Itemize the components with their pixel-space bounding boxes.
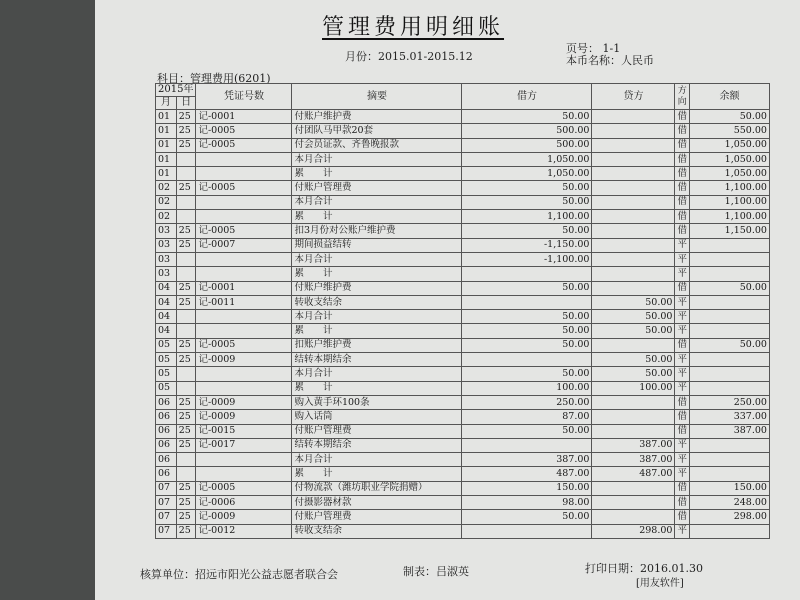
credit-cell: 100.00 [592, 381, 675, 395]
summary-cell: 购入话筒 [292, 410, 462, 424]
credit-cell: 387.00 [592, 453, 675, 467]
month-header: 月 [156, 97, 177, 110]
debit-cell: -1,100.00 [462, 252, 592, 266]
credit-cell [592, 338, 675, 352]
month-cell: 04 [156, 310, 177, 324]
table-row [156, 381, 770, 395]
direction-cell: 平 [675, 381, 690, 395]
credit-cell: 50.00 [592, 324, 675, 338]
month-cell: 02 [156, 181, 177, 195]
table-row [156, 167, 770, 181]
credit-cell: 487.00 [592, 467, 675, 481]
balance-cell [689, 310, 769, 324]
day-cell: 25 [176, 181, 196, 195]
table-row [156, 324, 770, 338]
table-row [156, 124, 770, 138]
credit-cell [592, 210, 675, 224]
month-cell: 02 [156, 195, 177, 209]
debit-cell: 150.00 [462, 481, 592, 495]
table-row [156, 110, 770, 124]
balance-cell [689, 453, 769, 467]
month-cell: 06 [156, 424, 177, 438]
credit-cell [592, 238, 675, 252]
summary-cell: 结转本期结余 [292, 438, 462, 452]
debit-cell: 487.00 [462, 467, 592, 481]
day-cell [176, 324, 196, 338]
balance-cell [689, 381, 769, 395]
summary-cell: 转收支结余 [292, 295, 462, 309]
month-cell: 06 [156, 453, 177, 467]
direction-cell: 借 [675, 152, 690, 166]
day-cell: 25 [176, 338, 196, 352]
summary-cell: 付物流款（潍坊职业学院捐赠） [292, 481, 462, 495]
balance-cell: 1,100.00 [689, 181, 769, 195]
month-cell: 06 [156, 438, 177, 452]
credit-cell [592, 496, 675, 510]
credit-cell [592, 424, 675, 438]
day-cell: 25 [176, 410, 196, 424]
voucher-cell: 记-0017 [196, 438, 292, 452]
accounting-unit: 核算单位：招远市阳光公益志愿者联合会 [140, 568, 338, 581]
voucher-cell: 记-0005 [196, 481, 292, 495]
debit-cell: 50.00 [462, 324, 592, 338]
debit-cell [462, 295, 592, 309]
direction-cell: 平 [675, 524, 690, 538]
credit-cell [592, 281, 675, 295]
voucher-cell: 记-0006 [196, 496, 292, 510]
table-row [156, 138, 770, 152]
direction-cell: 借 [675, 181, 690, 195]
ledger-table [155, 83, 770, 539]
voucher-cell: 记-0005 [196, 138, 292, 152]
balance-cell: 50.00 [689, 281, 769, 295]
credit-cell [592, 224, 675, 238]
balance-cell [689, 238, 769, 252]
credit-cell: 50.00 [592, 353, 675, 367]
day-cell: 25 [176, 438, 196, 452]
voucher-cell [196, 152, 292, 166]
summary-cell: 结转本期结余 [292, 353, 462, 367]
day-cell: 25 [176, 281, 196, 295]
summary-cell: 付会员证款、齐鲁晚报款 [292, 138, 462, 152]
debit-cell: 50.00 [462, 424, 592, 438]
day-cell [176, 252, 196, 266]
debit-cell: 250.00 [462, 395, 592, 409]
summary-cell: 本月合计 [292, 195, 462, 209]
debit-cell: 50.00 [462, 224, 592, 238]
balance-header: 余额 [689, 84, 769, 110]
debit-cell: 500.00 [462, 124, 592, 138]
month-cell: 01 [156, 110, 177, 124]
credit-cell [592, 152, 675, 166]
summary-cell: 累 计 [292, 210, 462, 224]
summary-cell: 转收支结余 [292, 524, 462, 538]
summary-cell: 本月合计 [292, 252, 462, 266]
direction-cell: 平 [675, 252, 690, 266]
debit-cell: 1,100.00 [462, 210, 592, 224]
debit-cell: 87.00 [462, 410, 592, 424]
table-row [156, 252, 770, 266]
debit-cell [462, 438, 592, 452]
credit-cell [592, 252, 675, 266]
table-row [156, 310, 770, 324]
month-cell: 05 [156, 353, 177, 367]
month-cell: 07 [156, 496, 177, 510]
balance-cell: 337.00 [689, 410, 769, 424]
credit-cell [592, 395, 675, 409]
debit-cell: 50.00 [462, 510, 592, 524]
day-cell: 25 [176, 510, 196, 524]
balance-cell [689, 524, 769, 538]
direction-cell: 借 [675, 224, 690, 238]
voucher-cell [196, 324, 292, 338]
balance-cell: 387.00 [689, 424, 769, 438]
direction-header: 方向 [675, 84, 690, 110]
voucher-cell: 记-0001 [196, 281, 292, 295]
debit-cell: 500.00 [462, 138, 592, 152]
voucher-cell [196, 267, 292, 281]
table-row [156, 295, 770, 309]
credit-cell: 50.00 [592, 295, 675, 309]
debit-cell: 50.00 [462, 338, 592, 352]
direction-cell: 平 [675, 310, 690, 324]
balance-cell: 248.00 [689, 496, 769, 510]
table-row [156, 496, 770, 510]
voucher-cell: 记-0009 [196, 353, 292, 367]
month-cell: 02 [156, 210, 177, 224]
credit-cell [592, 267, 675, 281]
summary-cell: 累 计 [292, 381, 462, 395]
table-row [156, 224, 770, 238]
day-cell [176, 152, 196, 166]
voucher-cell: 记-0009 [196, 395, 292, 409]
month-cell: 01 [156, 124, 177, 138]
day-cell [176, 267, 196, 281]
day-header: 日 [176, 97, 196, 110]
voucher-cell: 记-0005 [196, 224, 292, 238]
voucher-cell: 记-0005 [196, 338, 292, 352]
direction-cell: 平 [675, 353, 690, 367]
direction-cell: 平 [675, 324, 690, 338]
summary-cell: 付账户管理费 [292, 181, 462, 195]
balance-cell: 550.00 [689, 124, 769, 138]
balance-cell [689, 295, 769, 309]
balance-cell [689, 438, 769, 452]
credit-cell [592, 167, 675, 181]
credit-cell: 50.00 [592, 310, 675, 324]
direction-cell: 借 [675, 167, 690, 181]
voucher-cell: 记-0005 [196, 124, 292, 138]
day-cell [176, 381, 196, 395]
summary-cell: 本月合计 [292, 453, 462, 467]
day-cell: 25 [176, 424, 196, 438]
voucher-cell [196, 367, 292, 381]
credit-cell [592, 181, 675, 195]
debit-cell: 50.00 [462, 310, 592, 324]
credit-cell [592, 138, 675, 152]
summary-cell: 累 计 [292, 267, 462, 281]
debit-cell [462, 524, 592, 538]
direction-cell: 平 [675, 453, 690, 467]
direction-cell: 借 [675, 281, 690, 295]
balance-cell: 250.00 [689, 395, 769, 409]
print-date: 打印日期：2016.01.30 [585, 562, 703, 575]
direction-cell: 借 [675, 395, 690, 409]
day-cell: 25 [176, 124, 196, 138]
voucher-cell [196, 453, 292, 467]
day-cell: 25 [176, 295, 196, 309]
debit-header: 借方 [462, 84, 592, 110]
voucher-cell: 记-0005 [196, 181, 292, 195]
direction-cell: 平 [675, 367, 690, 381]
balance-cell [689, 353, 769, 367]
direction-cell: 平 [675, 295, 690, 309]
day-cell: 25 [176, 524, 196, 538]
summary-cell: 本月合计 [292, 152, 462, 166]
debit-cell [462, 353, 592, 367]
month-cell: 05 [156, 381, 177, 395]
direction-cell: 借 [675, 496, 690, 510]
direction-cell: 平 [675, 467, 690, 481]
account-subject: 科目：管理费用(6201) [157, 72, 271, 85]
direction-cell: 平 [675, 238, 690, 252]
summary-cell: 累 计 [292, 167, 462, 181]
credit-cell [592, 110, 675, 124]
voucher-cell: 记-0011 [196, 295, 292, 309]
summary-cell: 扣账户维护费 [292, 338, 462, 352]
debit-cell: 100.00 [462, 381, 592, 395]
summary-cell: 付账户管理费 [292, 424, 462, 438]
balance-cell [689, 324, 769, 338]
month-cell: 07 [156, 524, 177, 538]
direction-cell: 借 [675, 338, 690, 352]
table-row [156, 395, 770, 409]
direction-cell: 借 [675, 138, 690, 152]
voucher-cell [196, 381, 292, 395]
voucher-cell: 记-0001 [196, 110, 292, 124]
month-cell: 07 [156, 481, 177, 495]
day-cell [176, 195, 196, 209]
voucher-cell [196, 195, 292, 209]
page-number: 页号： 1-1 [566, 42, 621, 55]
direction-cell: 借 [675, 124, 690, 138]
credit-cell: 298.00 [592, 524, 675, 538]
day-cell: 25 [176, 138, 196, 152]
direction-cell: 平 [675, 267, 690, 281]
summary-cell: 付账户管理费 [292, 510, 462, 524]
day-cell [176, 453, 196, 467]
page-title: 管理费用明细账 [322, 15, 505, 40]
month-cell: 03 [156, 224, 177, 238]
credit-cell: 50.00 [592, 367, 675, 381]
day-cell: 25 [176, 224, 196, 238]
debit-cell: 50.00 [462, 367, 592, 381]
voucher-cell: 记-0012 [196, 524, 292, 538]
day-cell [176, 467, 196, 481]
month-cell: 07 [156, 510, 177, 524]
debit-cell: 98.00 [462, 496, 592, 510]
debit-cell: -1,150.00 [462, 238, 592, 252]
credit-cell [592, 510, 675, 524]
month-cell: 06 [156, 410, 177, 424]
day-cell [176, 167, 196, 181]
month-cell: 05 [156, 367, 177, 381]
day-cell: 25 [176, 353, 196, 367]
month-cell: 05 [156, 338, 177, 352]
balance-cell [689, 267, 769, 281]
table-row [156, 467, 770, 481]
balance-cell: 1,100.00 [689, 210, 769, 224]
month-cell: 06 [156, 467, 177, 481]
month-cell: 03 [156, 238, 177, 252]
direction-cell: 借 [675, 210, 690, 224]
voucher-header: 凭证号数 [196, 84, 292, 110]
debit-cell [462, 267, 592, 281]
summary-header: 摘要 [292, 84, 462, 110]
balance-cell [689, 467, 769, 481]
day-cell [176, 210, 196, 224]
table-row [156, 195, 770, 209]
table-row [156, 267, 770, 281]
voucher-cell [196, 167, 292, 181]
day-cell: 25 [176, 481, 196, 495]
debit-cell: 387.00 [462, 453, 592, 467]
balance-cell [689, 252, 769, 266]
month-cell: 03 [156, 267, 177, 281]
summary-cell: 购入黄手环100条 [292, 395, 462, 409]
debit-cell: 1,050.00 [462, 167, 592, 181]
table-row [156, 453, 770, 467]
summary-cell: 付账户维护费 [292, 110, 462, 124]
balance-cell: 50.00 [689, 338, 769, 352]
voucher-cell: 记-0015 [196, 424, 292, 438]
table-row [156, 281, 770, 295]
direction-cell: 平 [675, 438, 690, 452]
day-cell: 25 [176, 496, 196, 510]
day-cell [176, 367, 196, 381]
balance-cell: 1,050.00 [689, 152, 769, 166]
summary-cell: 期间损益结转 [292, 238, 462, 252]
month-cell: 04 [156, 324, 177, 338]
month-cell: 03 [156, 252, 177, 266]
summary-cell: 付账户维护费 [292, 281, 462, 295]
voucher-cell: 记-0007 [196, 238, 292, 252]
voucher-cell: 记-0009 [196, 410, 292, 424]
voucher-cell: 记-0009 [196, 510, 292, 524]
table-row [156, 367, 770, 381]
table-row [156, 481, 770, 495]
direction-cell: 借 [675, 410, 690, 424]
table-row [156, 524, 770, 538]
month-cell: 01 [156, 167, 177, 181]
debit-cell: 1,050.00 [462, 152, 592, 166]
voucher-cell [196, 310, 292, 324]
table-row [156, 181, 770, 195]
table-row [156, 210, 770, 224]
month-cell: 01 [156, 152, 177, 166]
balance-cell: 1,150.00 [689, 224, 769, 238]
day-cell: 25 [176, 395, 196, 409]
voucher-cell [196, 210, 292, 224]
table-row [156, 424, 770, 438]
summary-cell: 累 计 [292, 324, 462, 338]
balance-cell: 50.00 [689, 110, 769, 124]
month-cell: 04 [156, 295, 177, 309]
currency-label: 本币名称：人民币 [566, 54, 654, 67]
table-row [156, 238, 770, 252]
summary-cell: 付团队马甲款20套 [292, 124, 462, 138]
direction-cell: 借 [675, 481, 690, 495]
table-row [156, 410, 770, 424]
credit-cell: 387.00 [592, 438, 675, 452]
summary-cell: 本月合计 [292, 367, 462, 381]
balance-cell [689, 367, 769, 381]
month-cell: 04 [156, 281, 177, 295]
month-cell: 01 [156, 138, 177, 152]
direction-cell: 借 [675, 424, 690, 438]
table-row [156, 152, 770, 166]
day-cell [176, 310, 196, 324]
debit-cell: 50.00 [462, 281, 592, 295]
credit-cell [592, 481, 675, 495]
credit-cell [592, 195, 675, 209]
debit-cell: 50.00 [462, 195, 592, 209]
prepared-by: 制表：吕淑英 [403, 565, 469, 578]
year-header: 2015年 [156, 84, 196, 97]
voucher-cell [196, 467, 292, 481]
credit-header: 贷方 [592, 84, 675, 110]
credit-cell [592, 124, 675, 138]
voucher-cell [196, 252, 292, 266]
summary-cell: 本月合计 [292, 310, 462, 324]
balance-cell: 298.00 [689, 510, 769, 524]
balance-cell: 1,050.00 [689, 138, 769, 152]
balance-cell: 150.00 [689, 481, 769, 495]
credit-cell [592, 410, 675, 424]
debit-cell: 50.00 [462, 181, 592, 195]
summary-cell: 付摄影器材款 [292, 496, 462, 510]
direction-cell: 借 [675, 195, 690, 209]
day-cell: 25 [176, 238, 196, 252]
month-cell: 06 [156, 395, 177, 409]
balance-cell: 1,050.00 [689, 167, 769, 181]
summary-cell: 扣3月份对公账户维护费 [292, 224, 462, 238]
table-row [156, 353, 770, 367]
balance-cell: 1,100.00 [689, 195, 769, 209]
table-row [156, 338, 770, 352]
table-row [156, 438, 770, 452]
ledger-body [156, 110, 770, 539]
direction-cell: 借 [675, 110, 690, 124]
software-label: [用友软件] [636, 578, 684, 589]
direction-cell: 借 [675, 510, 690, 524]
day-cell: 25 [176, 110, 196, 124]
debit-cell: 50.00 [462, 110, 592, 124]
summary-cell: 累 计 [292, 467, 462, 481]
period-label: 月份：2015.01-2015.12 [345, 50, 473, 63]
table-row [156, 510, 770, 524]
